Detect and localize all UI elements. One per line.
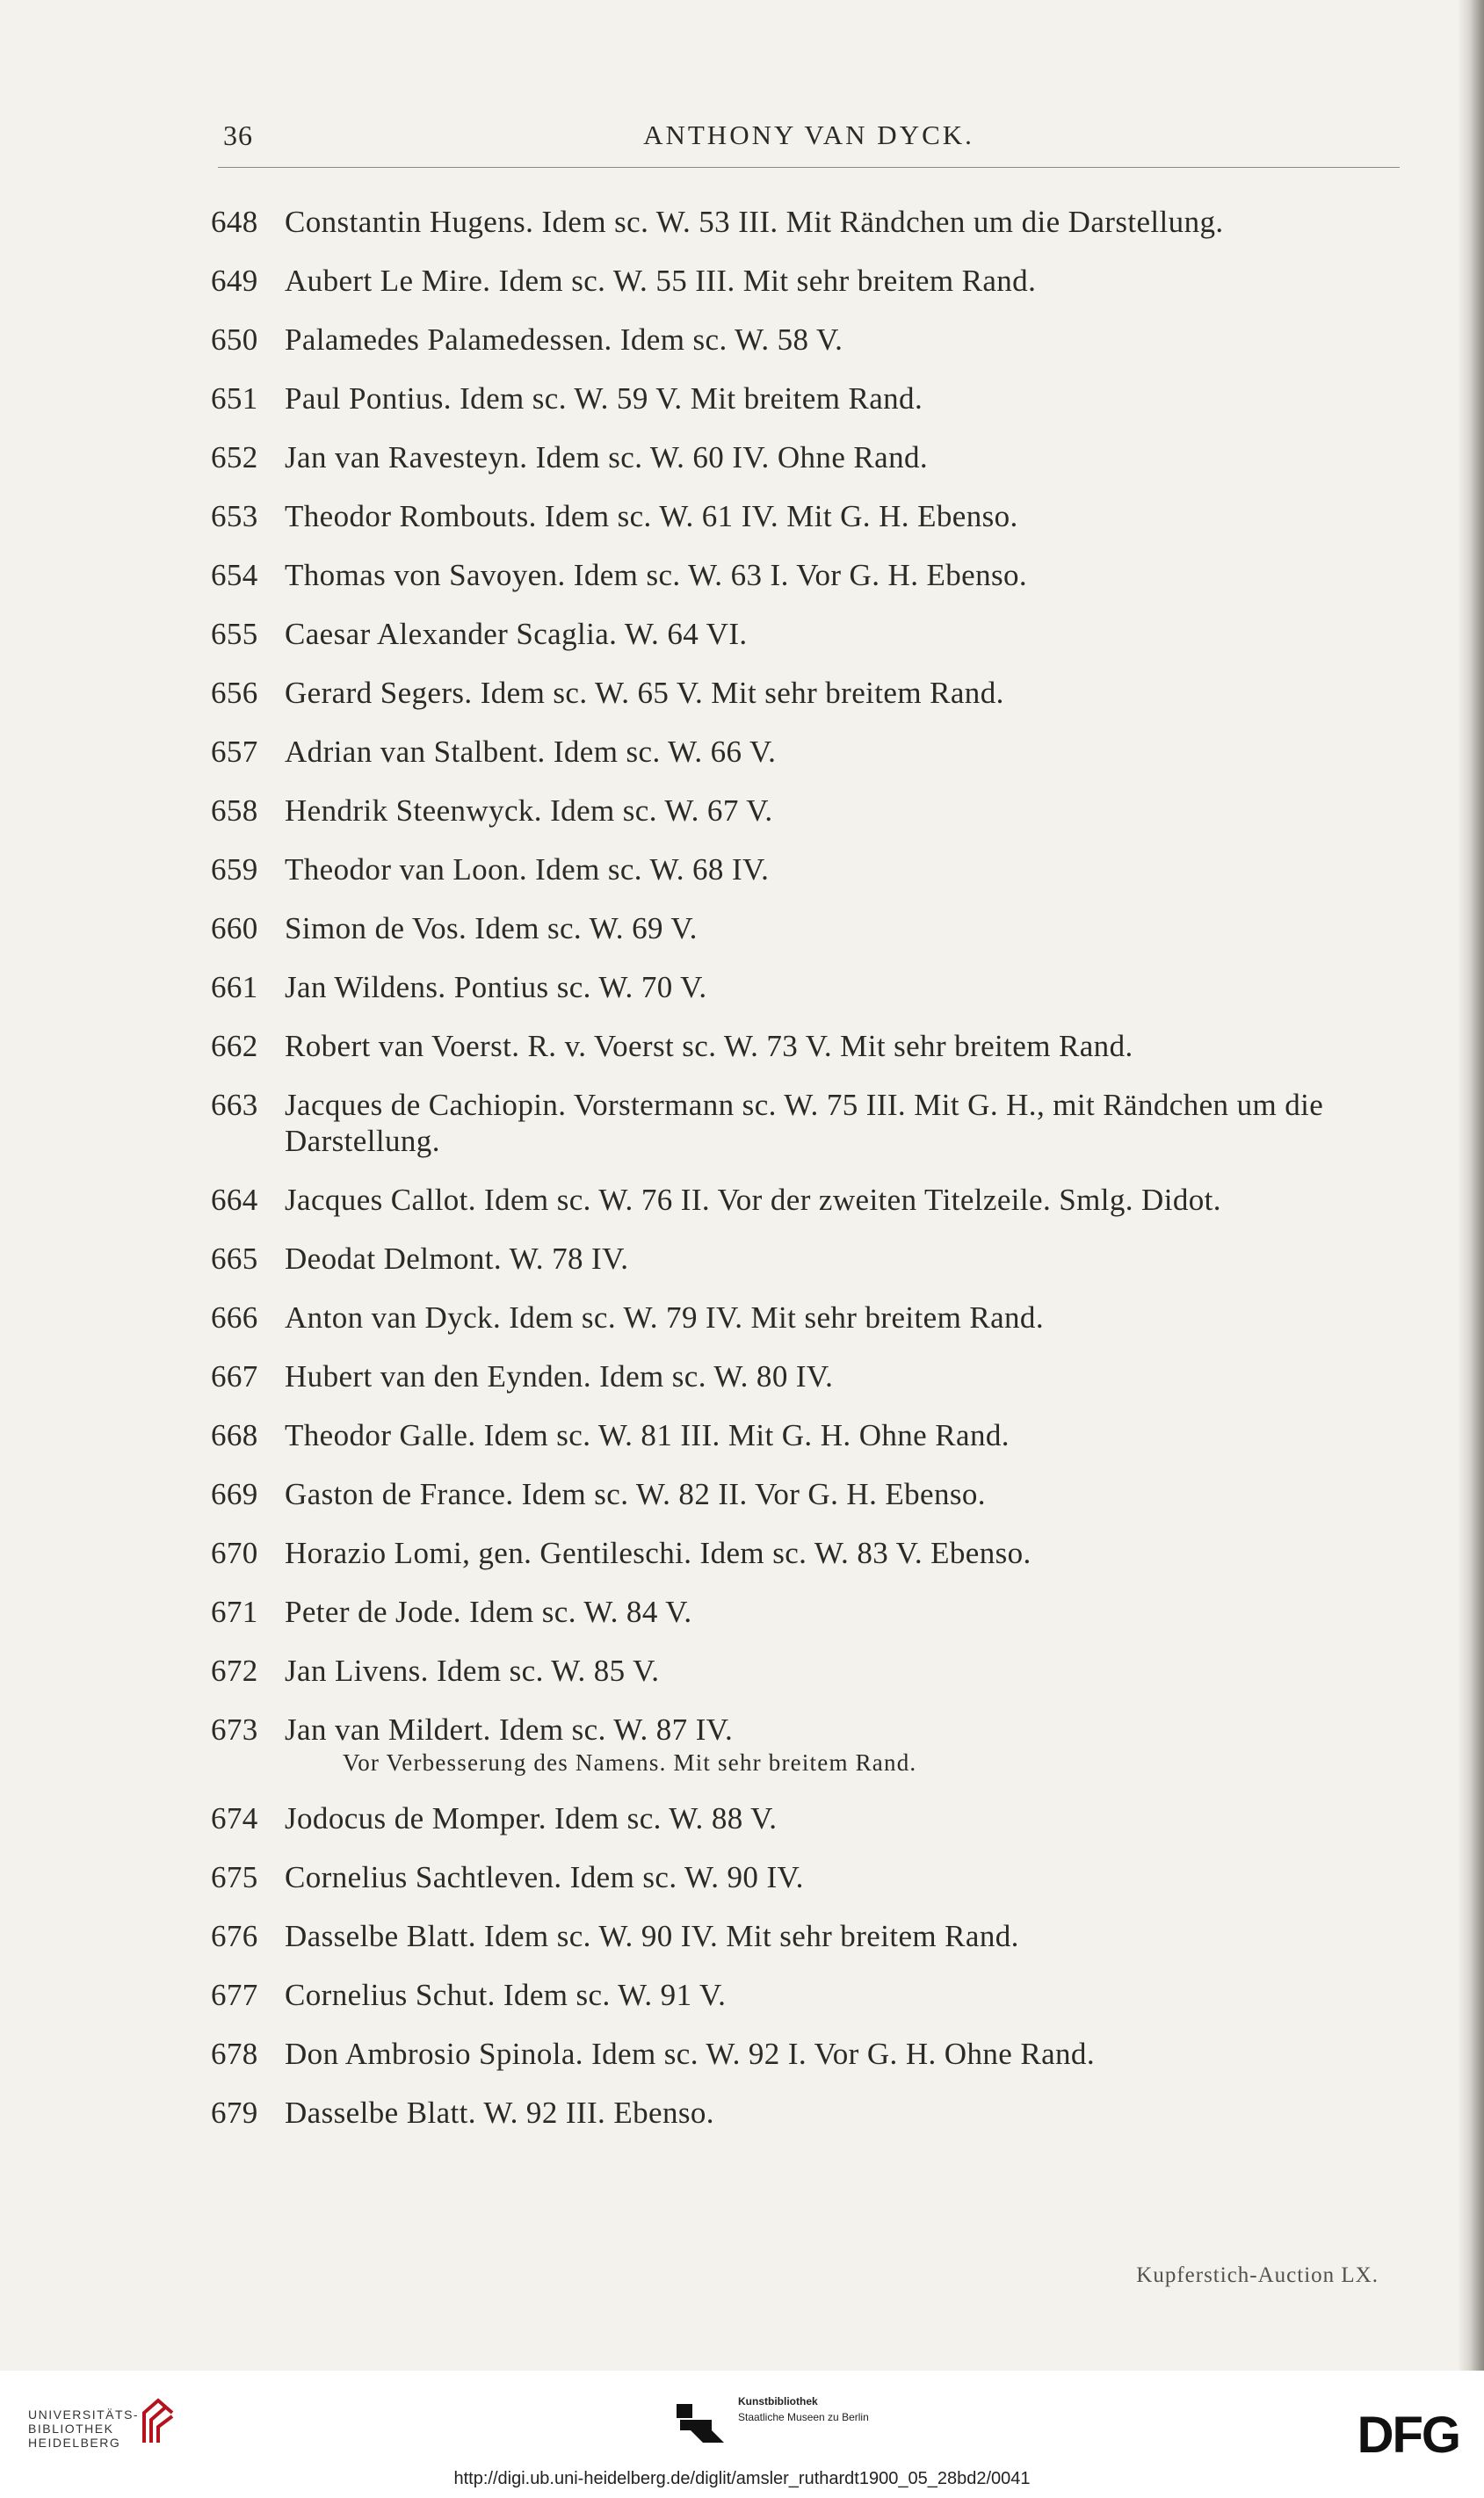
entry-number: 654: [211, 558, 258, 592]
entry-number: 667: [211, 1359, 258, 1394]
entry-number: 656: [211, 676, 258, 710]
entry-number: 657: [211, 735, 258, 769]
catalog-entry: [211, 1028, 1401, 1064]
entry-text: Jan Livens. Idem sc. W. 85 V.: [285, 1654, 660, 1688]
entry-text: Theodor van Loon. Idem sc. W. 68 IV.: [285, 852, 770, 887]
entry-text: Horazio Lomi, gen. Gentileschi. Idem sc. W. 83 V. Ebenso.: [285, 1536, 1032, 1570]
entry-text: Cornelius Schut. Idem sc. W. 91 V.: [285, 1978, 727, 2012]
entry-text: Anton van Dyck. Idem sc. W. 79 IV. Mit sehr breitem Rand.: [285, 1300, 1044, 1335]
entry-text: Simon de Vos. Idem sc. W. 69 V.: [285, 911, 698, 945]
entry-number: 662: [211, 1029, 258, 1063]
page-edge-shadow: [1458, 0, 1484, 2371]
catalog-entry: [211, 675, 1401, 711]
entry-number: 659: [211, 852, 258, 887]
catalog-entry: [211, 1712, 1401, 1778]
entry-text: Palamedes Palamedessen. Idem sc. W. 58 V.: [285, 322, 843, 357]
entry-number: 665: [211, 1242, 258, 1276]
entry-number: 652: [211, 440, 258, 474]
catalog-entry: [211, 1087, 1401, 1159]
entry-text: Adrian van Stalbent. Idem sc. W. 66 V.: [285, 735, 777, 769]
kunstbibliothek-logo-icon: [677, 2404, 726, 2446]
entry-text: Jacques de Cachiopin. Vorstermann sc. W. 75 III. Mit G. H., mit Rändchen um die Darstellung.: [285, 1088, 1324, 1158]
catalog-entry: [211, 851, 1401, 887]
catalog-entry: [211, 1182, 1401, 1218]
catalog-entry: [211, 1535, 1401, 1571]
entry-number: 661: [211, 970, 258, 1004]
catalog-entry: [211, 557, 1401, 593]
entry-text: Jodocus de Momper. Idem sc. W. 88 V.: [285, 1801, 778, 1835]
header-rule: [218, 167, 1400, 168]
entry-text: Dasselbe Blatt. W. 92 III. Ebenso.: [285, 2096, 714, 2130]
catalog-entry: [211, 969, 1401, 1005]
entry-number: 664: [211, 1183, 258, 1217]
catalog-entry: [211, 616, 1401, 652]
entry-number: 653: [211, 499, 258, 533]
entry-text: Constantin Hugens. Idem sc. W. 53 III. Mit Rändchen um die Darstellung.: [285, 205, 1224, 239]
entry-number: 663: [211, 1088, 258, 1122]
catalog-entry: [211, 910, 1401, 946]
catalog-entry: [211, 1977, 1401, 2013]
entry-number: 648: [211, 205, 258, 239]
catalog-entry: [211, 1417, 1401, 1453]
entry-text: Peter de Jode. Idem sc. W. 84 V.: [285, 1595, 692, 1629]
university-logo-icon: [139, 2397, 179, 2446]
kunstbibliothek-label: [738, 2395, 869, 2423]
catalog-entry: [211, 439, 1401, 475]
catalog-entry: [211, 1358, 1401, 1394]
entry-text: Cornelius Sachtleven. Idem sc. W. 90 IV.: [285, 1860, 804, 1894]
catalog-entry: [211, 263, 1401, 299]
entry-text: Robert van Voerst. R. v. Voerst sc. W. 73 V. Mit sehr breitem Rand.: [285, 1029, 1133, 1063]
catalog-entry: [211, 2036, 1401, 2072]
catalog-entry: [211, 322, 1401, 358]
catalog-entry: [211, 1476, 1401, 1512]
page-number: 36: [223, 119, 253, 151]
entry-note: Vor Verbesserung des Namens. Mit sehr breitem Rand.: [343, 1749, 917, 1776]
entry-number: 671: [211, 1595, 258, 1629]
entry-text: Theodor Rombouts. Idem sc. W. 61 IV. Mit G. H. Ebenso.: [285, 499, 1018, 533]
university-name-line: HEIDELBERG: [28, 2436, 121, 2450]
dfg-logo: DFG: [1357, 2407, 1459, 2464]
entry-text: Caesar Alexander Scaglia. W. 64 VI.: [285, 617, 748, 651]
kunstbibliothek-title: Kunstbibliothek: [738, 2395, 818, 2407]
catalog-entry: [211, 1918, 1401, 1954]
entry-text: Gaston de France. Idem sc. W. 82 II. Vor G. H. Ebenso.: [285, 1477, 986, 1511]
entry-text: Deodat Delmont. W. 78 IV.: [285, 1242, 629, 1276]
catalog-entry: [211, 2095, 1401, 2131]
catalog-entry: [211, 1653, 1401, 1689]
entry-number: 678: [211, 2037, 258, 2071]
entry-number: 669: [211, 1477, 258, 1511]
entry-number: 668: [211, 1418, 258, 1452]
entry-text: Don Ambrosio Spinola. Idem sc. W. 92 I. Vor G. H. Ohne Rand.: [285, 2037, 1095, 2071]
entry-text: Hubert van den Eynden. Idem sc. W. 80 IV.: [285, 1359, 834, 1394]
entry-text: Jan van Mildert. Idem sc. W. 87 IV.: [285, 1712, 734, 1747]
entry-number: 676: [211, 1919, 258, 1953]
entry-text: Gerard Segers. Idem sc. W. 65 V. Mit sehr breitem Rand.: [285, 676, 1004, 710]
entry-number: 670: [211, 1536, 258, 1570]
university-name-line: BIBLIOTHEK: [28, 2422, 114, 2436]
entry-text: Hendrik Steenwyck. Idem sc. W. 67 V.: [285, 793, 773, 828]
entry-text: Theodor Galle. Idem sc. W. 81 III. Mit G. H. Ohne Rand.: [285, 1418, 1010, 1452]
entry-text: Aubert Le Mire. Idem sc. W. 55 III. Mit sehr breitem Rand.: [285, 264, 1037, 298]
entry-text: Thomas von Savoyen. Idem sc. W. 63 I. Vor G. H. Ebenso.: [285, 558, 1028, 592]
entry-number: 666: [211, 1300, 258, 1335]
entry-number: 679: [211, 2096, 258, 2130]
catalog-entry-list: [211, 204, 1401, 2154]
catalog-entry: [211, 1859, 1401, 1895]
entry-text: Jan van Ravesteyn. Idem sc. W. 60 IV. Ohne Rand.: [285, 440, 929, 474]
entry-number: 677: [211, 1978, 258, 2012]
catalog-entry: [211, 1594, 1401, 1630]
entry-number: 673: [211, 1712, 258, 1747]
entry-text: Dasselbe Blatt. Idem sc. W. 90 IV. Mit sehr breitem Rand.: [285, 1919, 1019, 1953]
footer-note: Kupferstich-Auction LX.: [1136, 2263, 1379, 2287]
kunstbibliothek-subtitle: Staatliche Museen zu Berlin: [738, 2411, 869, 2423]
entry-number: 649: [211, 264, 258, 298]
catalog-entry: [211, 734, 1401, 770]
entry-number: 651: [211, 381, 258, 416]
page-title: ANTHONY VAN DYCK.: [643, 119, 974, 150]
entry-number: 672: [211, 1654, 258, 1688]
catalog-entry: [211, 380, 1401, 416]
entry-number: 658: [211, 793, 258, 828]
catalog-entry: [211, 1241, 1401, 1277]
catalog-entry: [211, 1300, 1401, 1336]
entry-number: 650: [211, 322, 258, 357]
source-url[interactable]: http://digi.ub.uni-heidelberg.de/diglit/amsler_ruthardt1900_05_28bd2/0041: [453, 2469, 1031, 2488]
catalog-entry: [211, 204, 1401, 240]
entry-text: Jacques Callot. Idem sc. W. 76 II. Vor der zweiten Titelzeile. Smlg. Didot.: [285, 1183, 1221, 1217]
entry-text: Paul Pontius. Idem sc. W. 59 V. Mit breitem Rand.: [285, 381, 923, 416]
catalog-entry: [211, 498, 1401, 534]
running-head: [218, 119, 1400, 163]
university-name-line: UNIVERSITÄTS-: [28, 2407, 140, 2422]
entry-number: 675: [211, 1860, 258, 1894]
university-name: [28, 2407, 139, 2450]
entry-number: 674: [211, 1801, 258, 1835]
entry-number: 660: [211, 911, 258, 945]
entry-text: Jan Wildens. Pontius sc. W. 70 V.: [285, 970, 707, 1004]
catalog-entry: [211, 1800, 1401, 1836]
catalog-entry: [211, 793, 1401, 829]
entry-number: 655: [211, 617, 258, 651]
